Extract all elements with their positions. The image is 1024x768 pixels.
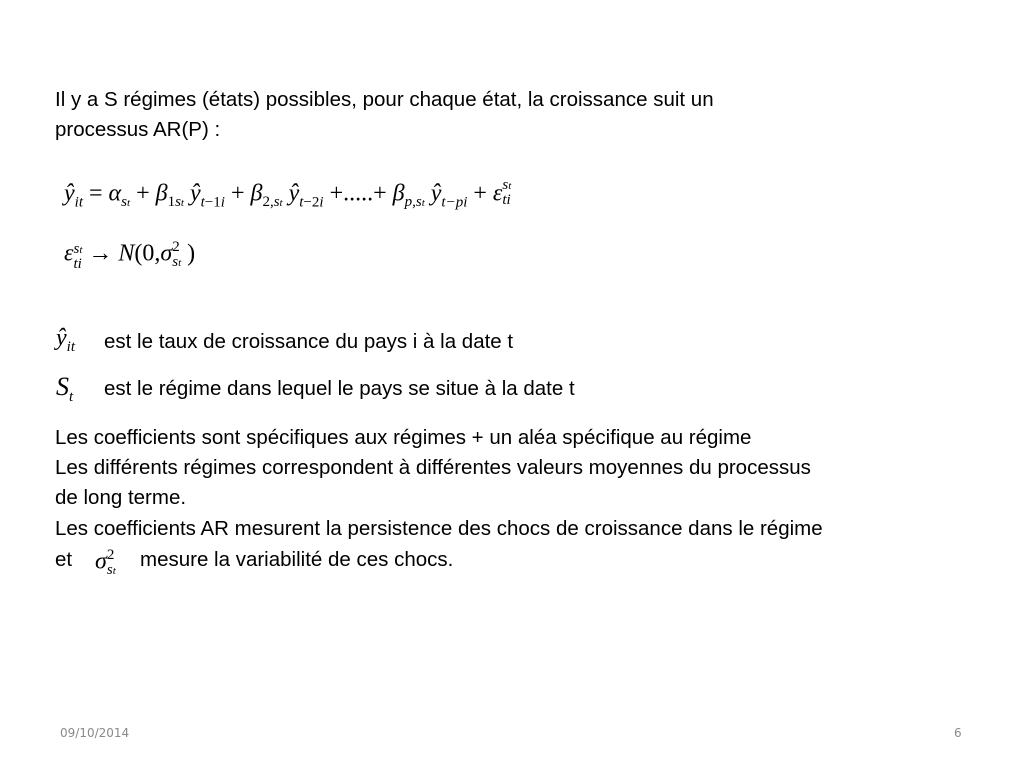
st-symbol: $S_t$ [56, 372, 74, 406]
yhat-definition: est le taux de croissance du pays i à la date t [104, 330, 514, 353]
sigma-squared-symbol: σ 2 st [95, 547, 116, 578]
paragraph-line-4: Les coefficients AR mesurent la persistence des chocs de croissance dans le régime [55, 517, 823, 540]
footer-date: 09/10/2014 [60, 726, 130, 740]
error-distribution-equation: ε st ti → N(0,σ 2 st ) [64, 239, 196, 272]
paragraph-line-3: de long terme. [55, 486, 187, 509]
ar-equation: $ŷ_{it} = \alpha_{st} + \beta_{1st}$ $ŷ_{t-1i} + \beta_{2,st}$ $ŷ_{t-2i}$ +.....+ $\beta_{p,st}$ $ŷ_{t-pi} + \varepsilon$ st ti [64, 177, 512, 211]
intro-line-1: Il y a S régimes (états) possibles, pour chaque état, la croissance suit un [55, 88, 714, 111]
paragraph-line-5-suffix: mesure la variabilité de ces chocs. [140, 548, 454, 571]
paragraph-line-1: Les coefficients sont spécifiques aux régimes + un aléa spécifique au régime [55, 426, 752, 449]
intro-line-2: processus AR(P) : [55, 118, 221, 141]
paragraph-line-5-prefix: et [55, 548, 73, 571]
paragraph-line-2: Les différents régimes correspondent à différentes valeurs moyennes du processus [55, 456, 811, 479]
st-definition: est le régime dans lequel le pays se situe à la date t [104, 377, 575, 400]
yhat-symbol: $ŷ_{it}$ [56, 325, 75, 355]
page-number: 6 [954, 726, 962, 740]
